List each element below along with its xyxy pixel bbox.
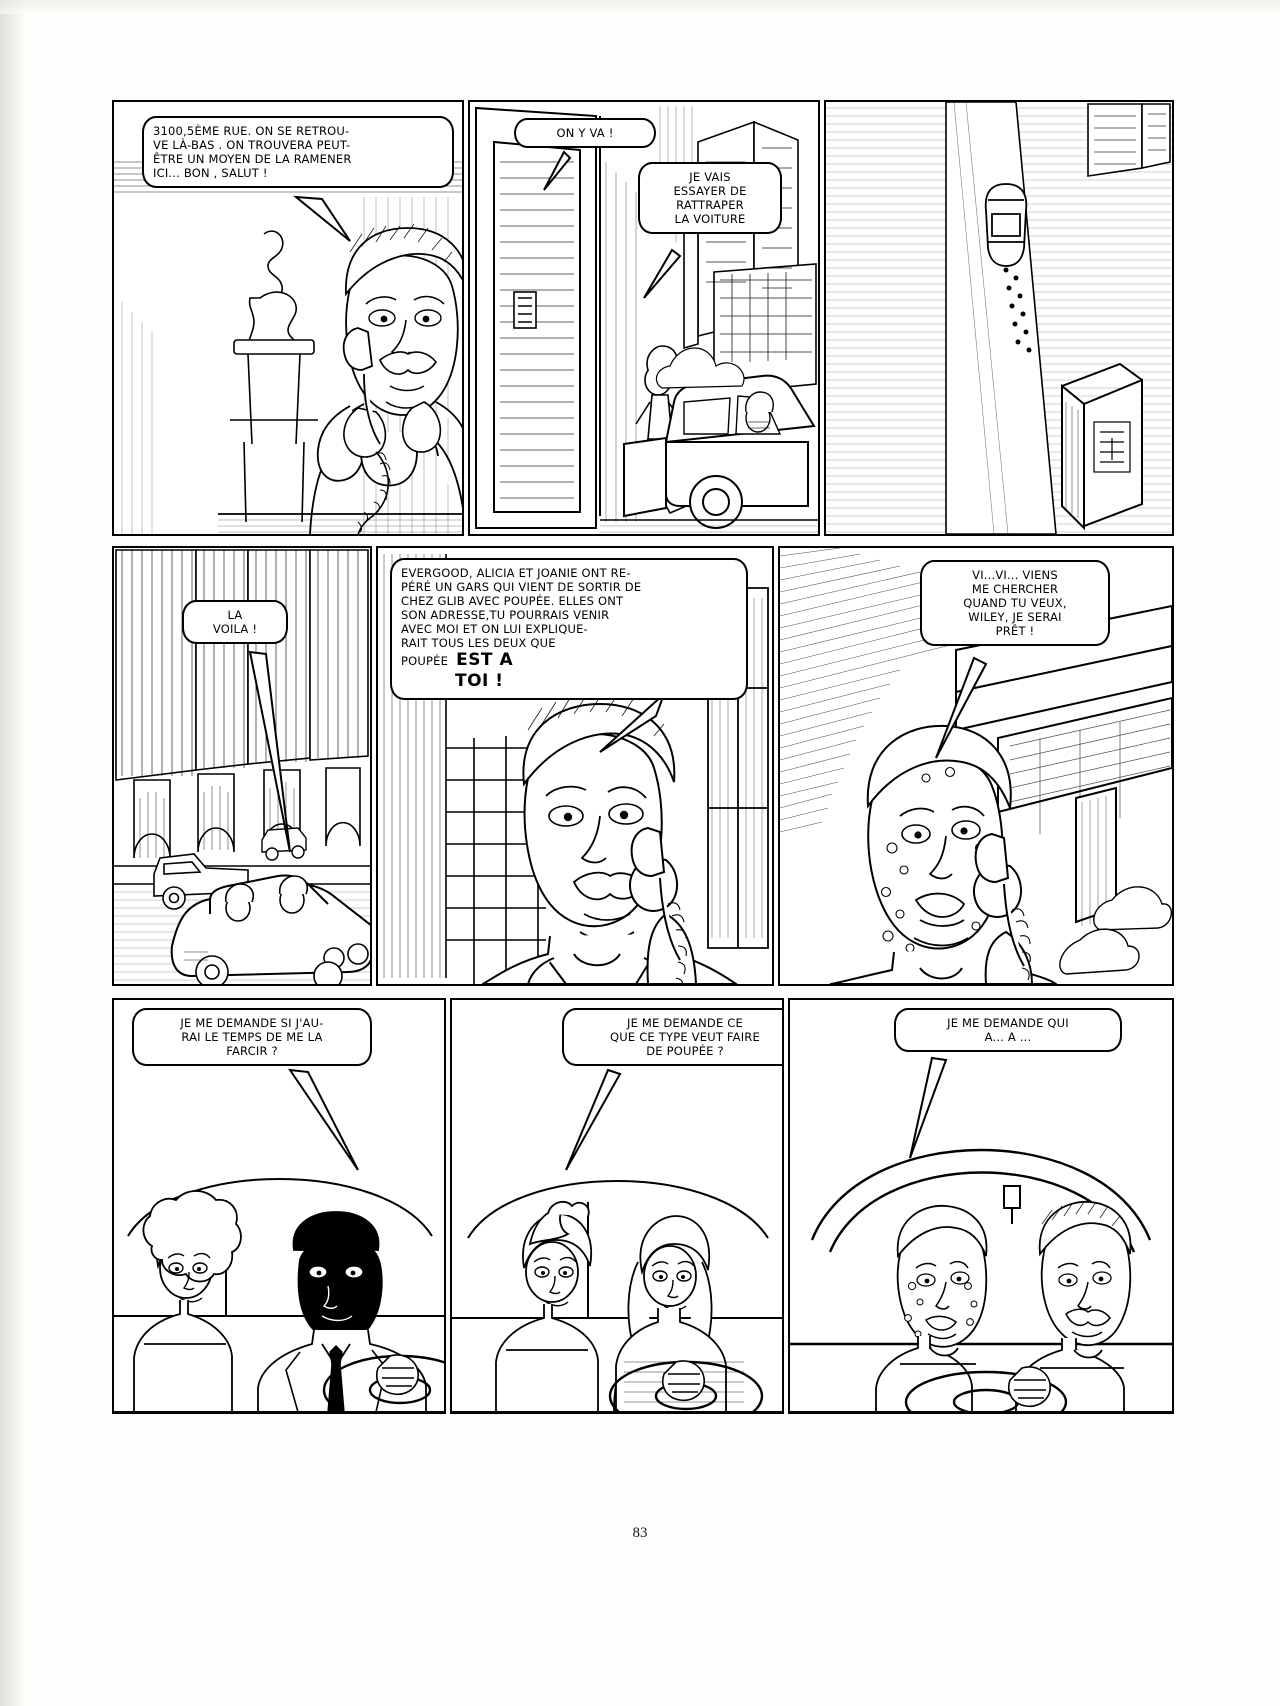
balloon-tail: [290, 1070, 380, 1180]
speech-balloon: [514, 118, 656, 148]
balloon-line: 3100,5ÈME RUE. ON SE RETROU-: [153, 124, 350, 138]
balloon-line: ÊTRE UN MOYEN DE LA RAMENER: [153, 152, 352, 167]
balloon-line: QUAND TU VEUX,: [963, 596, 1067, 611]
balloon-line: FARCIR ?: [226, 1044, 278, 1059]
comic-panel: [778, 546, 1174, 986]
balloon-line: POUPÉE: [401, 654, 449, 669]
balloon-tail: [564, 1070, 624, 1180]
balloon-line: SON ADRESSE,TU POURRAIS VENIR: [401, 608, 610, 623]
balloon-line: A... A ...: [984, 1030, 1032, 1045]
balloon-line: VE LÀ-BAS . ON TROUVERA PEUT-: [153, 138, 351, 153]
balloon-line: VOILA !: [212, 622, 258, 637]
comic-panel: [788, 998, 1174, 1414]
comic-panel: [824, 100, 1174, 536]
comic-panel: [112, 100, 464, 536]
speech-balloon: [562, 1008, 784, 1066]
balloon-line: RAI LE TEMPS DE ME LA: [181, 1030, 323, 1045]
balloon-line: JE ME DEMANDE CE: [627, 1016, 743, 1030]
balloon-line: DE POUPÉE ?: [646, 1044, 724, 1059]
balloon-line: WILEY, JE SERAI: [968, 610, 1062, 625]
balloon-line: JE ME DEMANDE SI J'AU-: [180, 1016, 324, 1030]
speech-balloon: [638, 162, 782, 234]
balloon-line: CHEZ GLIB AVEC POUPÉE. ELLES ONT: [401, 594, 624, 609]
balloon-emphasis: EST A: [456, 650, 514, 671]
balloon-line: RATTRAPER: [676, 198, 744, 213]
scan-edge-shadow: [0, 0, 26, 1706]
comic-panel: [450, 998, 784, 1414]
balloon-line: PRÊT !: [995, 624, 1035, 639]
balloon-tail: [932, 658, 992, 768]
balloon-line: ESSAYER DE: [673, 184, 747, 199]
balloon-line: JE VAIS: [689, 170, 731, 184]
speech-balloon: [132, 1008, 372, 1066]
speech-balloon: [894, 1008, 1122, 1052]
balloon-line: ON Y VA !: [556, 126, 614, 140]
speech-balloon: [390, 558, 748, 700]
balloon-line: AVEC MOI ET ON LUI EXPLIQUE-: [401, 622, 588, 637]
speech-balloon: [920, 560, 1110, 646]
balloon-line: VI...VI... VIENS: [972, 568, 1058, 582]
comic-panel: [112, 546, 372, 986]
balloon-tail: [906, 1058, 956, 1168]
panel-artwork: [826, 102, 1172, 534]
balloon-emphasis: TOI !: [455, 670, 504, 691]
balloon-tail: [250, 652, 320, 862]
balloon-tail: [594, 692, 674, 772]
balloon-line: QUE CE TYPE VEUT FAIRE: [610, 1030, 760, 1045]
balloon-line: ME CHERCHER: [971, 582, 1059, 597]
balloon-tail: [540, 152, 580, 202]
comic-grid: [112, 100, 1170, 1410]
scan-edge-shadow-top: [0, 0, 1280, 14]
comic-panel: [112, 998, 446, 1414]
page-number: 83: [632, 1525, 648, 1541]
comic-panel: [376, 546, 774, 986]
balloon-line: EVERGOOD, ALICIA ET JOANIE ONT RE-: [401, 566, 631, 580]
balloon-line: LA: [227, 608, 243, 622]
balloon-line: RAIT TOUS LES DEUX QUE: [401, 636, 556, 651]
comic-panel: [468, 100, 820, 536]
balloon-line: JE ME DEMANDE QUI: [947, 1016, 1069, 1030]
balloon-line: ICI... BON , SALUT !: [153, 166, 268, 181]
speech-balloon: [142, 116, 454, 188]
balloon-line: LA VOITURE: [674, 212, 746, 227]
balloon-tail: [292, 197, 362, 267]
balloon-tail: [642, 250, 688, 310]
balloon-line: PÉRÉ UN GARS QUI VIENT DE SORTIR DE: [401, 580, 642, 595]
speech-balloon: [182, 600, 288, 644]
panel-artwork: [790, 1000, 1172, 1412]
